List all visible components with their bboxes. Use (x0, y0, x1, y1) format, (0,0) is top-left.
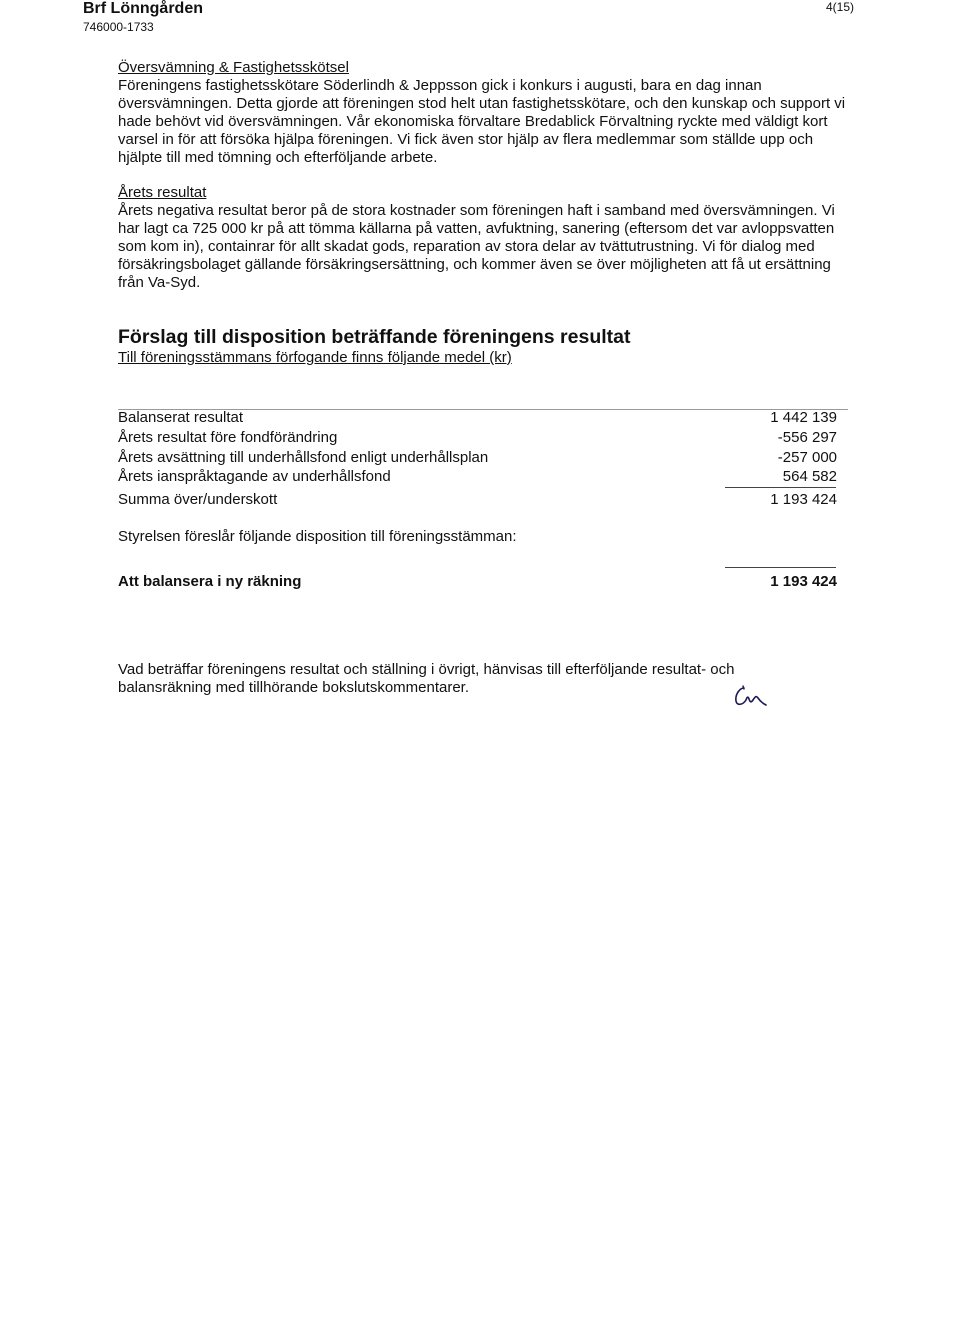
row-value: -556 297 (777, 429, 837, 446)
org-name: Brf Lönngården (83, 0, 203, 17)
row-label: Balanserat resultat (118, 409, 244, 426)
row-value: -257 000 (777, 449, 837, 466)
handwritten-initials-icon (732, 684, 770, 715)
subtotal-rule (725, 487, 836, 488)
row-label: Årets avsättning till underhållsfond enligt underhållsplan (118, 449, 489, 466)
table-row (118, 409, 837, 429)
proposal-text: Styrelsen föreslår följande disposition till föreningsstämman: (118, 528, 517, 545)
total-value: 1 193 424 (770, 491, 837, 508)
page-number: 4(15) (825, 0, 854, 14)
flood-heading: Översvämning & Fastighetsskötsel (118, 59, 349, 76)
flood-section (118, 59, 848, 167)
row-label: Årets ianspråktagande av underhållsfond (118, 468, 391, 485)
org-number: 746000-1733 (83, 20, 154, 34)
disposition-title: Förslag till disposition beträffande föreningens resultat (118, 326, 631, 348)
carry-forward-label: Att balansera i ny räkning (118, 573, 302, 590)
table-row (118, 429, 837, 449)
table-row (118, 468, 837, 488)
total-label: Summa över/underskott (118, 491, 278, 508)
flood-paragraph: Föreningens fastighetsskötare Söderlindh & Jeppsson gick i konkurs i augusti, bara en dag innan översvämningen. Detta gjorde att föreningen stod helt utan fastighetsskötare, och den kunskap och support vi hade behövt vid översvämningen. Vår ekonomiska förvaltare Bredablick Förvaltning ryckte med väldigt kort varsel in för att försöka hjälpa föreningen. Vi fick även stor hjälp av flera medlemmar som ställde upp och hjälpte till med tömning och efterföljande arbete. (118, 77, 846, 166)
carry-forward-rule (725, 567, 836, 568)
disposition-subtitle: Till föreningsstämmans förfogande finns följande medel (kr) (118, 349, 512, 366)
table-row-total (118, 491, 837, 511)
row-value: 564 582 (782, 468, 837, 485)
result-paragraph: Årets negativa resultat beror på de stora kostnader som föreningen haft i samband med översvämningen. Vi har lagt ca 725 000 kr på att tömma källarna på vatten, avfuktning, sanering (eftersom det var avloppsvatten som kom in), containrar för allt skadat gods, reparation av stora delar av tvättutrustning. Vi för dialog med försäkringsbolaget gällande försäkringsersättning, och kommer även se över möjligheten att få ut ersättning från Va-Syd. (118, 202, 835, 291)
row-value: 1 442 139 (770, 409, 837, 426)
row-label: Årets resultat före fondförändring (118, 429, 338, 446)
result-section (118, 184, 848, 292)
carry-forward-value: 1 193 424 (770, 573, 837, 590)
result-heading: Årets resultat (118, 184, 207, 201)
table-row (118, 449, 837, 469)
carry-forward-row (118, 573, 837, 593)
closing-paragraph: Vad beträffar föreningens resultat och ställning i övrigt, hänvisas till efterföljande resultat- och balansräkning med tillhörande bokslutskommentarer. (118, 661, 735, 696)
